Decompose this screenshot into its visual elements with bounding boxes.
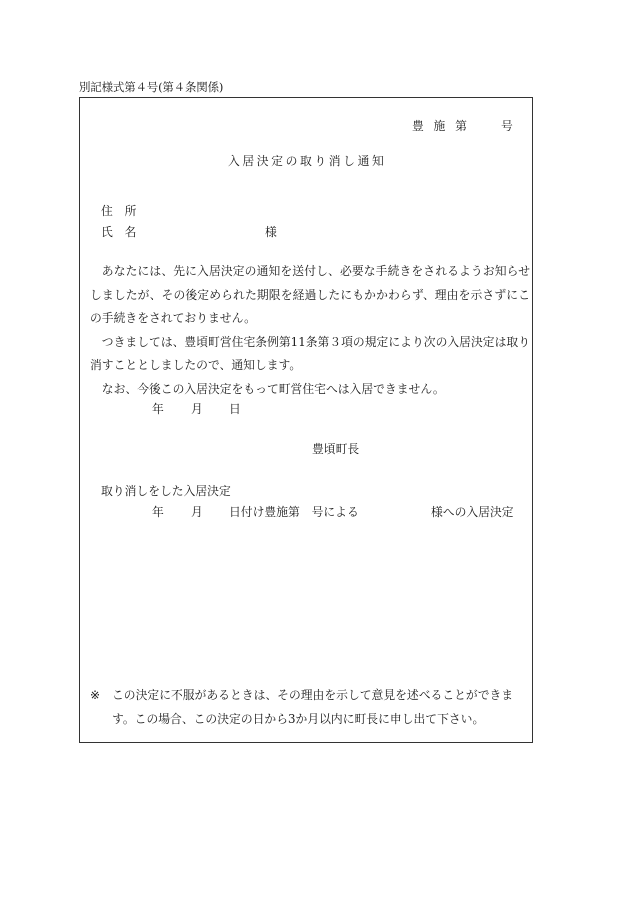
header-number-suffix: 号 [501,119,513,133]
date-year: 年 [152,402,164,416]
body-paragraph-2: つきましては、豊頃町営住宅条例第11条第３項の規定により次の入居決定は取り消すこととしましたので、通知します。 [90,334,530,372]
cancelled-year: 年 [152,505,164,519]
body-paragraph-1: あなたには、先に入居決定の通知を送付し、必要な手続きをされるようお知らせしましたが、その後定められた期限を経過したにもかかわらず、理由を示さずにこの手続きをされておりません。 [90,264,530,325]
notice-frame [79,97,533,743]
date-month: 月 [191,402,203,416]
cancelled-target: 様への入居決定 [431,505,514,519]
note-mark: ※ [90,688,100,702]
notice-body [90,260,530,401]
address-label: 住 所 [101,204,137,218]
document-title: 入居決定の取り消し通知 [228,154,387,168]
issuer: 豊頃町長 [312,442,360,456]
note-text: この決定に不服があるときは、その理由を示して意見を述べることができます。この場合、この決定の日から3か月以内に町長に申し出て下さい。 [112,688,514,726]
date-day: 日 [229,402,241,416]
body-paragraph-3: なお、今後この入居決定をもって町営住宅へは入居できません。 [101,381,445,396]
appeal-note [90,684,530,731]
header-org-prefix: 豊 施 第 [412,119,470,133]
honorific: 様 [265,225,277,239]
cancelled-decision-heading: 取り消しをした入居決定 [101,484,231,498]
form-reference: 別記様式第４号(第４条関係) [79,80,224,94]
name-label: 氏 名 [101,225,137,239]
cancelled-month: 月 [191,505,203,519]
cancelled-dated-ref: 日付け豊施第 号による [229,505,359,519]
